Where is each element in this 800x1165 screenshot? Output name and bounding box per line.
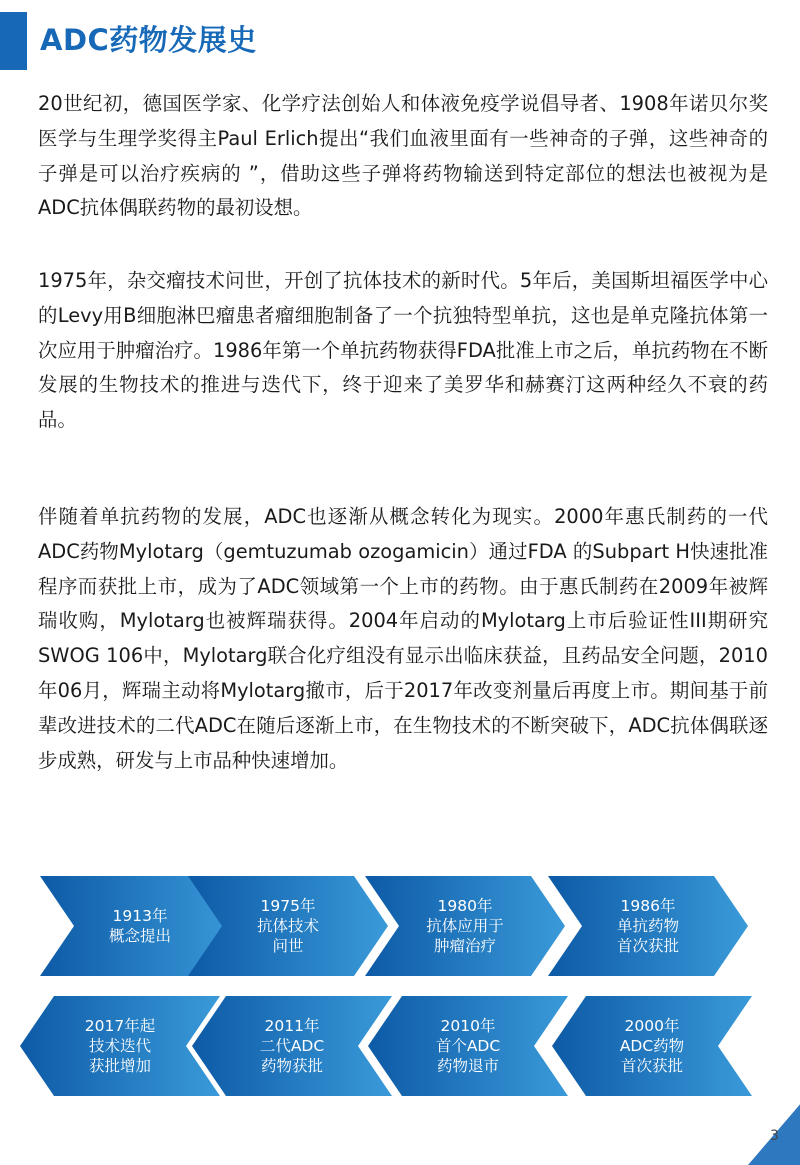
chevron-label-line: 问世 xyxy=(272,937,304,955)
page-title: ADC药物发展史 xyxy=(40,23,257,57)
chevron-label-line: 1986年 xyxy=(620,897,676,915)
chevron-label-line: 抗体技术 xyxy=(256,917,320,935)
chevron-label-line: 单抗药物 xyxy=(616,917,680,935)
chevron-label-line: 首次获批 xyxy=(616,937,680,955)
chevron-label-line: 肿瘤治疗 xyxy=(433,937,497,955)
timeline-forward-step-3 xyxy=(365,876,565,976)
title-accent-bar xyxy=(0,12,27,70)
page-number: 3 xyxy=(770,1128,779,1144)
chevron-label-line: 2017年起 xyxy=(84,1017,156,1035)
chevron-label-line: 1975年 xyxy=(260,897,316,915)
timeline-forward-step-4 xyxy=(548,876,748,976)
chevron-label-line: 概念提出 xyxy=(108,927,172,945)
chevron-label-line: 抗体应用于 xyxy=(426,917,504,935)
chevron-label-line: 1980年 xyxy=(437,897,493,915)
chevron-label-line: 2010年 xyxy=(440,1017,496,1035)
chevron-label-line: 药物获批 xyxy=(260,1057,324,1075)
chevron-label-line: 药物退市 xyxy=(436,1057,500,1075)
timeline-row-forward xyxy=(40,876,748,976)
chevron-label-line: 技术迭代 xyxy=(88,1037,152,1055)
chevron-label-line: 二代ADC xyxy=(259,1037,325,1055)
timeline-backward-step-1 xyxy=(20,996,220,1096)
paragraph-antibody-era: 1975年，杂交瘤技术问世，开创了抗体技术的新时代。5年后，美国斯坦福医学中心的Levy用B细胞淋巴瘤患者瘤细胞制备了一个抗独特型单抗，这也是单克隆抗体第一次应用于肿瘤治疗。1986年第一个单抗药物获得FDA批准上市之后，单抗药物在不断发展的生物技术的推进与迭代下，终于迎来了美罗华和赫赛汀这两种经久不衰的药品。 xyxy=(38,269,768,432)
chevron-label-line: 首次获批 xyxy=(620,1057,684,1075)
chevron-label-line: 2000年 xyxy=(624,1017,680,1035)
paragraph-adc-reality: 伴随着单抗药物的发展，ADC也逐渐从概念转化为现实。2000年惠氏制药的一代ADC药物Mylotarg（gemtuzumab ozogamicin）通过FDA 的Subpart H快速批准程序而获批上市，成为了ADC领域第一个上市的药物。由于惠氏制药在2009年被辉瑞收购，Mylotarg也被辉瑞获得。2004年启动的Mylotarg上市后验证性III期研究 SWOG 106中，Mylotarg联合化疗组没有显示出临床获益，且药品安全问题，2010年06月，辉瑞主动将Mylotarg撤市，后于2017年改变剂量后再度上市。期间基于前辈改进技术的二代ADC在随后逐渐上市，在生物技术的不断突破下，ADC抗体偶联逐步成熟，研发与上市品种快速增加。 xyxy=(38,505,768,772)
chevron-label-line: 2011年 xyxy=(264,1017,320,1035)
paragraph-intro: 20世纪初，德国医学家、化学疗法创始人和体液免疫学说倡导者、1908年诺贝尔奖医学与生理学奖得主Paul Erlich提出“我们血液里面有一些神奇的子弹，这些神奇的子弹是可以治疗疾病的 ”，借助这些子弹将药物输送到特定部位的想法也被视为是ADC抗体偶联药物的最初设想。 xyxy=(38,92,768,220)
timeline-backward-step-2 xyxy=(192,996,392,1096)
chevron-label-line: ADC药物 xyxy=(619,1037,685,1055)
chevron-label-line: 1913年 xyxy=(112,907,168,925)
timeline-row-backward xyxy=(20,996,752,1096)
timeline-backward-step-3 xyxy=(368,996,568,1096)
timeline-diagram xyxy=(0,870,800,1100)
chevron-label-line: 获批增加 xyxy=(88,1057,152,1075)
timeline-backward-step-4 xyxy=(552,996,752,1096)
chevron-label-line: 首个ADC xyxy=(435,1037,501,1055)
